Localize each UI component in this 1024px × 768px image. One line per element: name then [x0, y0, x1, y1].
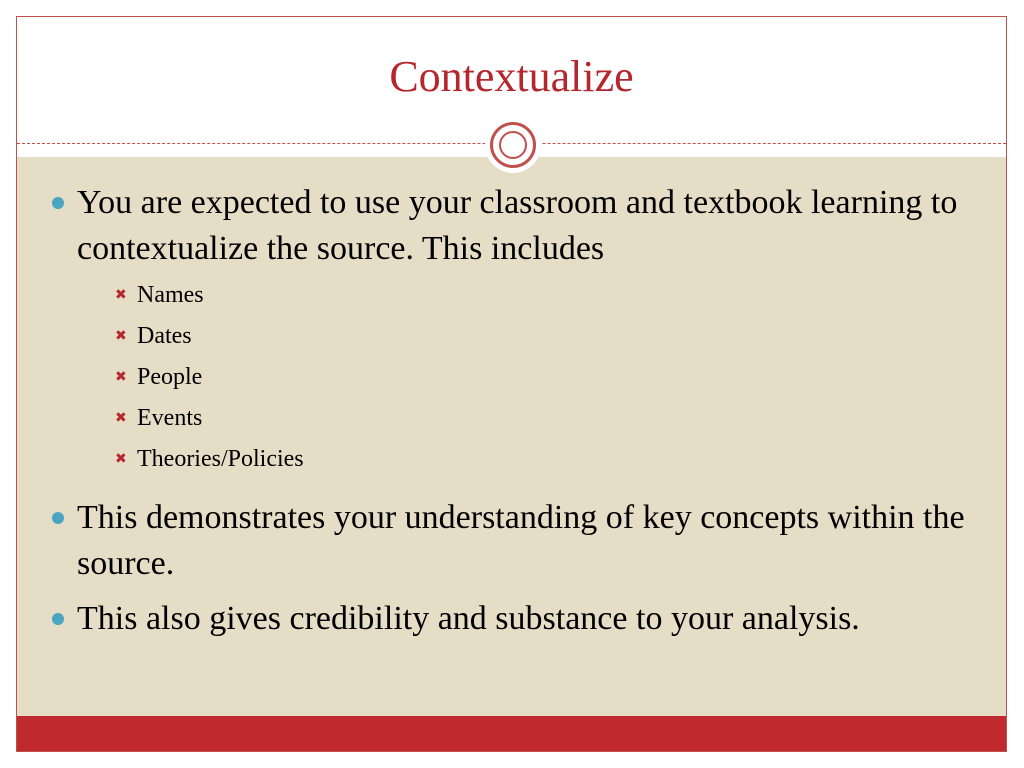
x-mark-bullet-icon: ✖ [115, 452, 127, 467]
sub-bullet-item [113, 316, 977, 357]
bullet-list [47, 180, 977, 651]
bullet-text: You are expected to use your classroom and textbook learning to contextualize the source. This includes [77, 184, 958, 267]
sub-bullet-item [113, 275, 977, 316]
sub-bullet-text: Dates [137, 323, 192, 349]
bullet-text: This demonstrates your understanding of key concepts within the source. [77, 499, 965, 582]
slide-title: Contextualize [389, 52, 634, 101]
sub-bullet-item [113, 398, 977, 439]
x-mark-bullet-icon: ✖ [115, 370, 127, 385]
sub-bullet-text: People [137, 364, 203, 390]
bullet-item [47, 495, 977, 587]
bullet-text: This also gives credibility and substance to your analysis. [77, 600, 860, 637]
sub-bullet-text: Theories/Policies [137, 446, 304, 472]
sub-bullet-text: Names [137, 282, 204, 308]
sub-bullet-text: Events [137, 405, 203, 431]
ornament-ring [490, 122, 536, 168]
x-mark-bullet-icon: ✖ [115, 288, 127, 303]
sub-bullet-item [113, 357, 977, 398]
footer-bar [17, 716, 1006, 752]
sub-bullet-list [77, 272, 977, 486]
x-mark-bullet-icon: ✖ [115, 329, 127, 344]
circle-ornament-icon [485, 117, 541, 173]
bullet-item [47, 596, 977, 642]
x-mark-bullet-icon: ✖ [115, 411, 127, 426]
ornament-inner-ring [499, 131, 527, 159]
slide [16, 16, 1007, 752]
circle-bullet-icon [52, 512, 64, 524]
circle-bullet-icon [52, 613, 64, 625]
bullet-item [47, 180, 977, 486]
circle-bullet-icon [52, 197, 64, 209]
sub-bullet-item [113, 439, 977, 480]
